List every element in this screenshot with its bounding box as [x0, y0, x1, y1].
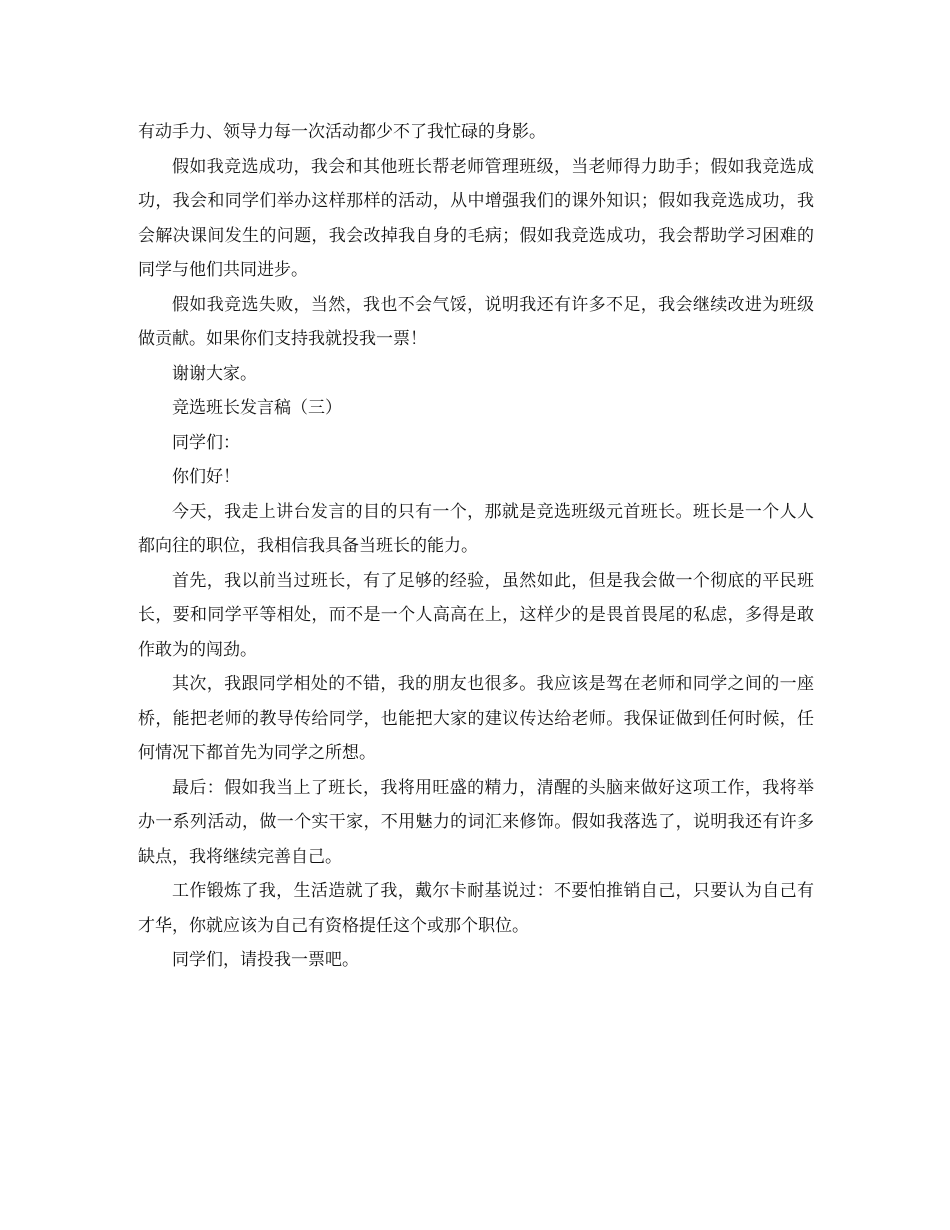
paragraph: 假如我竞选失败，当然，我也不会气馁，说明我还有许多不足，我会继续改进为班级做贡献。如果你们支持我就投我一票！: [138, 294, 814, 349]
paragraph: 假如我竞选成功，我会和其他班长帮老师管理班级，当老师得力助手；假如我竞选成功，我会和同学们举办这样那样的活动，从中增强我们的课外知识；假如我竞选成功，我会解决课间发生的问题，我会改掉我自身的毛病；假如我竞选成功，我会帮助学习困难的同学与他们共同进步。: [138, 156, 814, 280]
paragraph: 今天，我走上讲台发言的目的只有一个，那就是竞选班级元首班长。班长是一个人人都向往的职位，我相信我具备当班长的能力。: [138, 501, 814, 556]
paragraph: 谢谢大家。: [172, 363, 257, 384]
document-body: [138, 115, 814, 978]
closing-line: 同学们，请投我一票吧。: [172, 950, 359, 970]
paragraph: 工作锻炼了我，生活造就了我，戴尔卡耐基说过：不要怕推销自己，只要认为自己有才华，你就应该为自己有资格提任这个或那个职位。: [138, 881, 814, 936]
paragraph-continued: 有动手力、领导力每一次活动都少不了我忙碌的身影。: [138, 122, 546, 142]
greeting: 你们好！: [172, 467, 240, 487]
salutation: 同学们：: [172, 432, 240, 453]
section-title: 竞选班长发言稿（三）: [172, 398, 342, 418]
paragraph: 首先，我以前当过班长，有了足够的经验，虽然如此，但是我会做一个彻底的平民班长，要和同学平等相处，而不是一个人高高在上，这样少的是畏首畏尾的私虑，多得是敢作敢为的闯劲。: [138, 570, 814, 660]
paragraph: 其次，我跟同学相处的不错，我的朋友也很多。我应该是驾在老师和同学之间的一座桥，能把老师的教导传给同学，也能把大家的建议传达给老师。我保证做到任何时候，任何情况下都首先为同学之所想。: [138, 674, 814, 763]
paragraph: 最后：假如我当上了班长，我将用旺盛的精力，清醒的头脑来做好这项工作，我将举办一系列活动，做一个实干家，不用魅力的词汇来修饰。假如我落选了，说明我还有许多缺点，我将继续完善自己。: [138, 777, 814, 867]
